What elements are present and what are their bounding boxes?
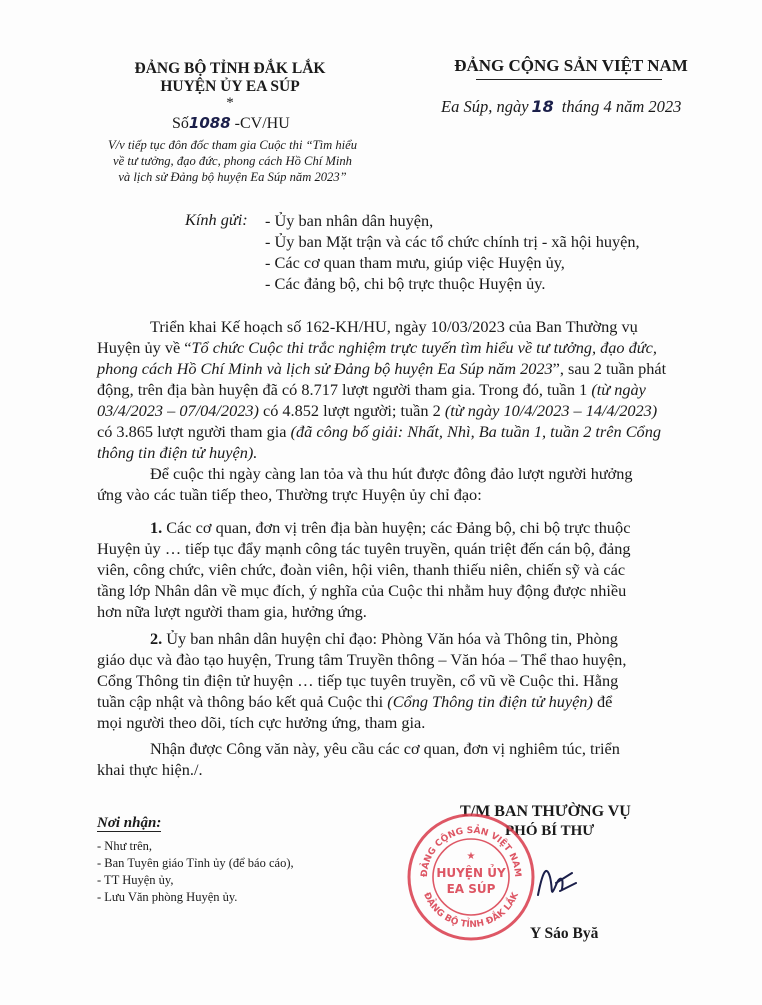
signer-name: Y Sáo Byă bbox=[530, 925, 599, 942]
recipient-item: - Các đảng bộ, chi bộ trực thuộc Huyện ủy. bbox=[265, 274, 546, 293]
date-rest: tháng 4 năm 2023 bbox=[561, 97, 682, 116]
p1-line bbox=[97, 316, 699, 337]
p1-line bbox=[97, 358, 699, 379]
subject-line3: và lịch sử Đảng bộ huyện Ea Súp năm 2023” bbox=[118, 170, 347, 184]
p1-segment: có 4.852 lượt người; tuần 2 bbox=[258, 401, 445, 420]
svg-text:ĐẢNG BỘ TỈNH ĐẮK LẮK bbox=[421, 890, 521, 930]
number-prefix: Số bbox=[172, 115, 189, 132]
closing-line: Nhận được Công văn này, yêu cầu các cơ quan, đơn vị nghiêm túc, triển bbox=[150, 739, 620, 758]
item-1-line: Huyện ủy … tiếp tục đẩy mạnh công tác tuyên truyền, quán triệt đến cán bộ, đảng bbox=[97, 539, 631, 558]
number-suffix: -CV/HU bbox=[234, 115, 290, 132]
item-2-italic: (Cổng Thông tin điện tử huyện) bbox=[387, 692, 593, 711]
p2-line: Để cuộc thi ngày càng lan tỏa và thu hút được đông đảo lượt người hưởng bbox=[150, 464, 633, 483]
stamp-top-arc: ĐẢNG CỘNG SẢN VIỆT NAM bbox=[419, 825, 523, 878]
p1-line bbox=[97, 442, 699, 463]
item-1-line: tầng lớp Nhân dân về mục đích, ý nghĩa của Cuộc thi nhằm huy động được nhiều bbox=[97, 581, 627, 600]
recipient-item: - Các cơ quan tham mưu, giúp việc Huyện ủy, bbox=[265, 253, 565, 272]
item-2-line: giáo dục và đào tạo huyện, Trung tâm Truyền thông – Văn hóa – Thể thao huyện, bbox=[97, 650, 627, 669]
p2-line: ứng vào các tuần tiếp theo, Thường trực Huyện ủy chỉ đạo: bbox=[97, 485, 482, 504]
party-name-underline bbox=[476, 79, 662, 80]
paragraph-2 bbox=[97, 463, 699, 505]
stamp-bottom-arc: ĐẢNG BỘ TỈNH ĐẮK LẮK bbox=[421, 891, 521, 931]
subject-line1: V/v tiếp tục đôn đốc tham gia Cuộc thi “Tìm hiểu bbox=[107, 138, 358, 152]
stamp-center-line1: HUYỆN ỦY bbox=[436, 866, 506, 880]
closing-line: khai thực hiện./. bbox=[97, 760, 203, 779]
item-2-line: Ủy ban nhân dân huyện chỉ đạo: Phòng Văn hóa và Thông tin, Phòng bbox=[162, 629, 618, 648]
p1-italic-segment: (từ ngày bbox=[591, 380, 646, 399]
date-place: Ea Súp, ngày bbox=[441, 97, 529, 116]
footer-recipient: - Lưu Văn phòng Huyện ủy. bbox=[97, 890, 238, 904]
item-2-line: Cổng Thông tin điện tử huyện … tiếp tục tuyên truyền, cổ vũ về Cuộc thi. Hằng bbox=[97, 671, 619, 690]
sign-title-2: PHÓ BÍ THƯ bbox=[505, 823, 595, 839]
footer-recipients-title: Nơi nhận: bbox=[97, 815, 162, 831]
p1-segment: Huyện ủy về “ bbox=[97, 338, 192, 357]
org-star: * bbox=[226, 95, 234, 111]
p1-italic-segment: thông tin điện tử huyện). bbox=[97, 443, 258, 462]
footer-recipient: - TT Huyện ủy, bbox=[97, 873, 174, 887]
org-line1: ĐẢNG BỘ TỈNH ĐẮK LẮK bbox=[134, 60, 326, 77]
paragraph-1 bbox=[97, 316, 699, 463]
p1-segment: có 3.865 lượt người tham gia bbox=[97, 422, 291, 441]
item-2-line: mọi người theo dõi, tích cực hưởng ứng, tham gia. bbox=[97, 713, 426, 732]
recipients-label: Kính gửi: bbox=[185, 210, 248, 229]
stamp-center-line2: EA SÚP bbox=[446, 882, 496, 896]
p1-segment: động, trên địa bàn huyện đã có 8.717 lượt người tham gia. Trong đó, tuần 1 bbox=[97, 380, 592, 399]
date-day-handwritten: 18 bbox=[531, 97, 554, 116]
p1-line bbox=[97, 337, 699, 358]
p1-line bbox=[97, 421, 699, 442]
item-2-after-italic: để bbox=[592, 692, 613, 711]
recipient-item: - Ủy ban Mặt trận và các tổ chức chính trị - xã hội huyện, bbox=[265, 232, 640, 251]
p1-segment: ”, sau 2 tuần phát bbox=[552, 359, 667, 378]
sign-title-1: T/M BAN THƯỜNG VỤ bbox=[460, 803, 631, 820]
subject-line2: về tư tưởng, đạo đức, phong cách Hồ Chí Minh bbox=[113, 154, 352, 168]
p1-italic-segment: (đã công bố giải: Nhất, Nhì, Ba tuần 1, tuần 2 trên Cổng bbox=[290, 422, 661, 441]
p1-italic-segment: Tổ chức Cuộc thi trắc nghiệm trực tuyến tìm hiểu về tư tưởng, đạo đức, bbox=[191, 338, 657, 357]
item-1-line: Các cơ quan, đơn vị trên địa bàn huyện; các Đảng bộ, chi bộ trực thuộc bbox=[162, 518, 631, 537]
stamp-star-icon: ★ bbox=[466, 851, 476, 862]
p1-italic-segment: (từ ngày 10/4/2023 – 14/4/2023) bbox=[444, 401, 658, 420]
footer-recipient: - Như trên, bbox=[97, 839, 153, 853]
item-1-number: 1. bbox=[150, 518, 163, 537]
org-line2: HUYỆN ỦY EA SÚP bbox=[160, 78, 300, 95]
p1-line bbox=[97, 379, 699, 400]
p1-italic-segment: phong cách Hồ Chí Minh và lịch sử Đảng bộ huyện Ea Súp năm 2023 bbox=[97, 359, 553, 378]
p1-italic-segment: 03/4/2023 – 07/04/2023) bbox=[97, 401, 259, 420]
recipients-list bbox=[265, 210, 640, 294]
item-1 bbox=[97, 517, 699, 622]
date-line bbox=[441, 97, 681, 117]
document-subject bbox=[95, 137, 370, 185]
official-stamp bbox=[405, 811, 537, 943]
number-handwritten: 1088 bbox=[188, 114, 231, 132]
item-2-number: 2. bbox=[150, 629, 163, 648]
footer-recipients-list bbox=[97, 838, 294, 906]
item-1-line: viên, công chức, viên chức, đoàn viên, hội viên, thanh thiếu niên, chiến sỹ và các bbox=[97, 560, 626, 579]
item-2-line: tuần cập nhật và thông báo kết quả Cuộc thi bbox=[97, 692, 388, 711]
footer-recipient: - Ban Tuyên giáo Tỉnh ủy (để báo cáo), bbox=[97, 856, 294, 870]
p1-line bbox=[97, 400, 699, 421]
recipient-item: - Ủy ban nhân dân huyện, bbox=[265, 211, 434, 230]
closing bbox=[97, 738, 699, 780]
party-name: ĐẢNG CỘNG SẢN VIỆT NAM bbox=[454, 56, 688, 75]
document-number bbox=[172, 114, 290, 133]
item-1-line: hơn nữa lượt người tham gia, hưởng ứng. bbox=[97, 602, 367, 621]
item-2 bbox=[97, 628, 699, 733]
p1-segment: Triển khai Kế hoạch số 162-KH/HU, ngày 10/03/2023 của Ban Thường vụ bbox=[150, 317, 638, 336]
